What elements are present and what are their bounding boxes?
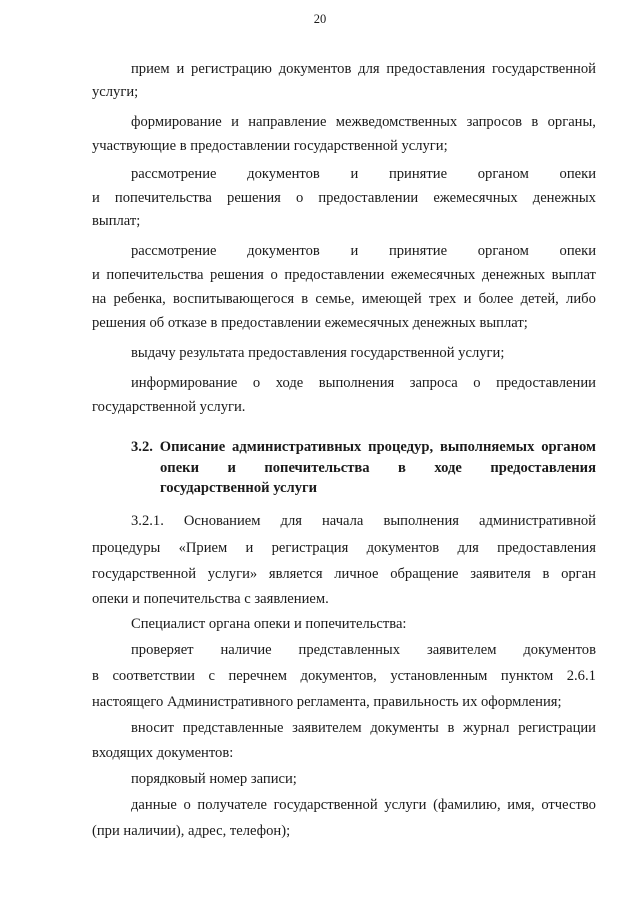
word: проверяет xyxy=(131,642,194,658)
word: предоставлении xyxy=(318,190,419,206)
word: формирование xyxy=(131,114,222,130)
word: журнал xyxy=(463,720,510,736)
word: документы xyxy=(370,720,439,736)
text-line xyxy=(92,666,596,686)
word: соответствии xyxy=(112,668,195,684)
word: отчество xyxy=(541,797,596,813)
word: на xyxy=(92,291,107,307)
word: пунктом xyxy=(500,668,554,684)
text-line: государственной услуги xyxy=(160,480,318,496)
word: государственной xyxy=(92,566,197,582)
word: документов xyxy=(523,642,596,658)
word: представленные xyxy=(182,720,284,736)
word: органы, xyxy=(547,114,596,130)
word: принятие xyxy=(388,243,448,259)
word: выплат xyxy=(551,267,596,283)
word: воспитывающегося xyxy=(173,291,295,307)
text-line xyxy=(131,373,596,393)
text-line: выдачу результата предоставления государственной услуги; xyxy=(131,345,505,361)
word: является xyxy=(268,566,323,582)
word: о xyxy=(270,267,278,283)
text-line xyxy=(131,437,596,457)
word: документов xyxy=(247,166,320,182)
word: личное xyxy=(334,566,379,582)
word: и xyxy=(176,61,185,77)
word: имя, xyxy=(507,797,535,813)
word: семье, xyxy=(315,291,355,307)
word: перечнем xyxy=(228,668,288,684)
word: и xyxy=(463,291,472,307)
text-line: входящих документов: xyxy=(92,745,234,761)
text-line: решения об отказе в предоставлении ежемесячных денежных выплат; xyxy=(92,315,528,331)
word: ребенка, xyxy=(113,291,166,307)
text-line xyxy=(131,511,596,531)
word: установленным xyxy=(390,668,488,684)
word: процедуры xyxy=(92,540,161,556)
word: запросов xyxy=(466,114,523,130)
word: выполняемых xyxy=(439,439,535,455)
word: для xyxy=(358,61,380,77)
word: государственной xyxy=(273,797,378,813)
word: либо xyxy=(566,291,596,307)
word: трех xyxy=(428,291,457,307)
text-line xyxy=(131,59,596,79)
word: более xyxy=(478,291,514,307)
word: органом xyxy=(477,166,529,182)
word: детей, xyxy=(520,291,559,307)
word: в xyxy=(398,460,406,476)
text-line: настоящего Административного регламента, правильность их оформления; xyxy=(92,694,562,710)
word: имеющей xyxy=(361,291,422,307)
word: межведомственных xyxy=(335,114,458,130)
word: регистрация xyxy=(271,540,349,556)
word: орган xyxy=(561,566,596,582)
word: попечительства xyxy=(114,190,212,206)
word: регистрацию xyxy=(191,61,272,77)
word: заявителя xyxy=(470,566,531,582)
text-line: порядковый номер записи; xyxy=(131,771,297,787)
word: информирование xyxy=(131,375,238,391)
text-line xyxy=(131,795,596,815)
text-line xyxy=(131,718,596,738)
word: для xyxy=(457,540,479,556)
text-line: услуги; xyxy=(92,84,139,100)
page-number: 20 xyxy=(313,12,327,26)
text-line xyxy=(131,112,596,132)
word: в xyxy=(447,720,455,736)
word: 3.2. xyxy=(131,439,153,455)
word: и xyxy=(92,267,100,283)
word: представленных xyxy=(298,642,401,658)
word: вносит xyxy=(131,720,175,736)
word: и xyxy=(245,540,254,556)
word: ходе xyxy=(275,375,304,391)
word: органом xyxy=(541,439,596,455)
word: попечительства xyxy=(106,267,204,283)
word: процедур, xyxy=(368,439,434,455)
word: 2.6.1 xyxy=(566,668,596,684)
text-line xyxy=(92,538,596,558)
word: рассмотрение xyxy=(131,166,217,182)
word: заявителем xyxy=(426,642,497,658)
word: «Прием xyxy=(178,540,228,556)
word: рассмотрение xyxy=(131,243,217,259)
word: денежных xyxy=(532,190,596,206)
word: административной xyxy=(479,513,596,529)
word: документов xyxy=(278,61,352,77)
word: о xyxy=(473,375,481,391)
word: данные xyxy=(131,797,177,813)
word: услуги xyxy=(384,797,427,813)
word: начала xyxy=(322,513,364,529)
text-line: выплат; xyxy=(92,213,141,229)
word: выполнения xyxy=(318,375,395,391)
word: в xyxy=(92,668,99,684)
word: документов xyxy=(247,243,320,259)
word: предоставления xyxy=(386,61,486,77)
word: о xyxy=(183,797,191,813)
word: предоставлении xyxy=(284,267,385,283)
word: Описание xyxy=(159,439,226,455)
text-line xyxy=(92,188,596,208)
text-line: Специалист органа опеки и попечительства: xyxy=(131,616,407,632)
word: предоставления xyxy=(490,460,596,476)
text-line xyxy=(92,564,596,584)
word: опеки xyxy=(559,243,596,259)
word: заявителем xyxy=(292,720,362,736)
word: в xyxy=(542,566,550,582)
word: в xyxy=(531,114,539,130)
word: ходе xyxy=(434,460,462,476)
text-line xyxy=(92,265,596,285)
word: регистрации xyxy=(518,720,596,736)
word: о xyxy=(252,375,261,391)
word: документов xyxy=(366,540,440,556)
word: предоставления xyxy=(497,540,596,556)
word: получателе xyxy=(197,797,267,813)
text-line xyxy=(92,289,596,309)
word: с xyxy=(208,668,215,684)
word: административных xyxy=(232,439,362,455)
word: и xyxy=(350,243,359,259)
word: для xyxy=(280,513,302,529)
text-line: участвующие в предоставлении государственной услуги; xyxy=(92,138,448,154)
word: ежемесячных xyxy=(390,267,476,283)
word: Основанием xyxy=(183,513,261,529)
word: попечительства xyxy=(264,460,370,476)
word: 3.2.1. xyxy=(131,513,164,529)
word: и xyxy=(92,190,100,206)
text-line: опеки и попечительства с заявлением. xyxy=(92,591,329,607)
word: в xyxy=(301,291,309,307)
word: принятие xyxy=(388,166,448,182)
word: услуги» xyxy=(207,566,258,582)
text-line: государственной услуги. xyxy=(92,399,246,415)
text-line xyxy=(131,241,596,261)
word: запроса xyxy=(409,375,458,391)
word: и xyxy=(227,460,236,476)
word: выполнения xyxy=(383,513,459,529)
word: ежемесячных xyxy=(433,190,518,206)
word: о xyxy=(295,190,304,206)
word: решения xyxy=(227,190,281,206)
word: денежных xyxy=(481,267,546,283)
word: и xyxy=(350,166,359,182)
word: решения xyxy=(210,267,264,283)
word: документов, xyxy=(300,668,377,684)
word: (фамилию, xyxy=(433,797,501,813)
word: предоставлении xyxy=(496,375,596,391)
text-line xyxy=(131,640,596,660)
word: государственной xyxy=(491,61,596,77)
word: прием xyxy=(131,61,170,77)
text-line xyxy=(160,458,596,478)
word: опеки xyxy=(559,166,596,182)
word: органом xyxy=(477,243,529,259)
text-line: (при наличии), адрес, телефон); xyxy=(92,823,291,839)
word: направление xyxy=(248,114,327,130)
word: опеки xyxy=(160,460,199,476)
text-line xyxy=(131,164,596,184)
word: наличие xyxy=(220,642,272,658)
word: и xyxy=(231,114,239,130)
word: обращение xyxy=(390,566,459,582)
